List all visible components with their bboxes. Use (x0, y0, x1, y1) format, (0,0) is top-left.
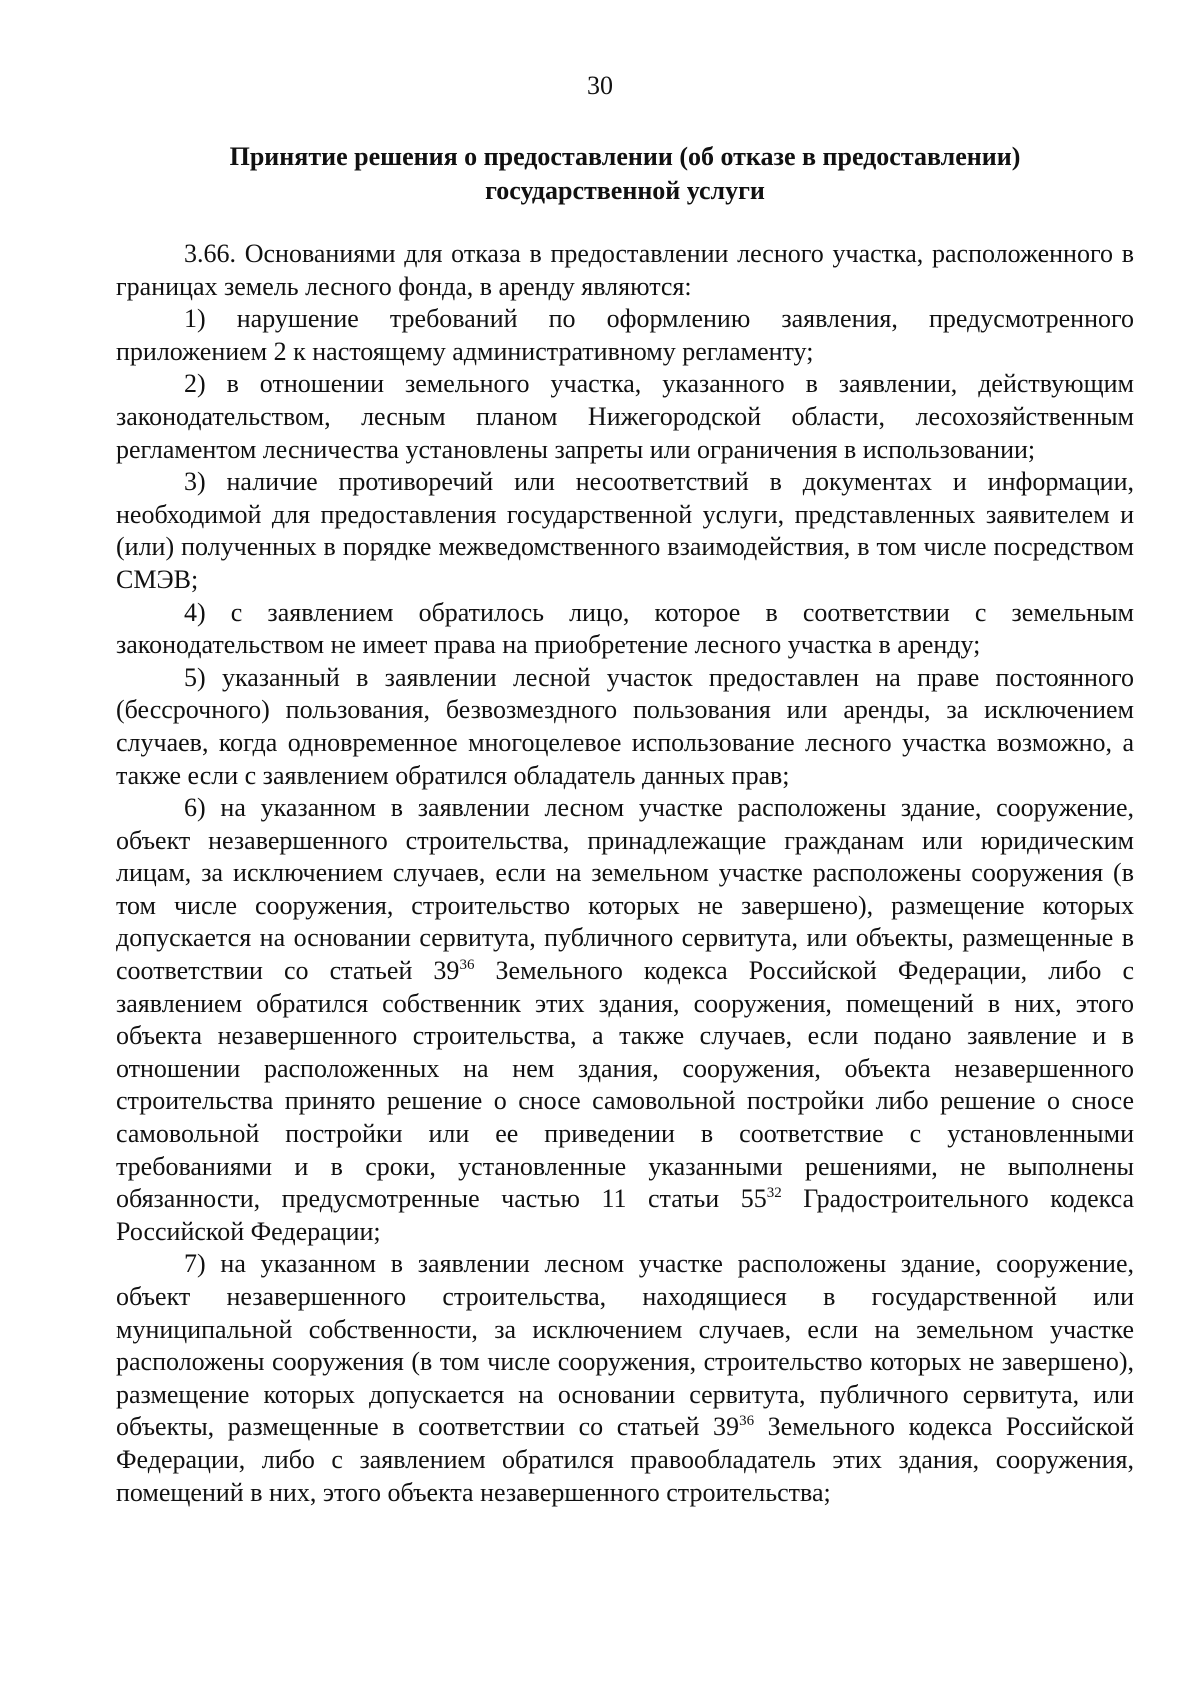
heading-line-2: государственной услуги (485, 176, 765, 205)
page-number: 30 (587, 71, 613, 100)
item-6-text-a: 6) на указанном в заявлении лесном участке расположены здание, сооружение, объект незавершенного строительства, принадлежащие гражданам или юридическим лицам, за исключением случаев, если на земельном участке расположены сооружения (в том числе сооружения, строительство которых не завершено), размещение которых допускается на основании сервитута, публичного сервитута, или объекты, размещенные в соответствии со статьей 39 (116, 793, 1134, 986)
item-7-superscript-1: 36 (739, 1413, 755, 1430)
item-3: 3) наличие противоречий или несоответствий в документах и информации, необходимой для предоставления государственной услуги, представленных заявителем и (или) полученных в порядке межведомственного взаимодействия, в том числе посредством СМЭВ; (116, 467, 1134, 594)
document-body (116, 238, 1134, 1509)
item-4: 4) с заявлением обратилось лицо, которое в соответствии с земельным законодательством не имеет права на приобретение лесного участка в аренду; (116, 597, 1134, 660)
item-6-text-b: Земельного кодекса Российской Федерации, либо с заявлением обратился собственник этих здания, сооружения, помещений в них, этого объекта незавершенного строительства, а также случаев, если подано заявление и в отношении расположенных на нем здания, сооружения, объекта незавершенного строительства принято решение о сносе самовольной постройки либо решение о сносе самовольной постройки или ее приведении в соответствие с установленными требованиями и в сроки, установленные указанными решениями, не выполнены обязанности, предусмотренные частью 11 статьи 55 (116, 956, 1134, 1214)
paragraph-3-66: 3.66. Основаниями для отказа в предоставлении лесного участка, расположенного в границах земель лесного фонда, в аренду являются: (116, 239, 1134, 301)
item-2: 2) в отношении земельного участка, указанного в заявлении, действующим законодательством, лесным планом Нижегородской области, лесохозяйственным регламентом лесничества установлены запреты или ограничения в использовании; (116, 369, 1134, 464)
item-7-text-a: 7) на указанном в заявлении лесном участке расположены здание, сооружение, объект незавершенного строительства, находящиеся в государственной или муниципальной собственности, за исключением случаев, если на земельном участке расположены сооружения (в том числе сооружения, строительство которых не завершено), размещение которых допускается на основании сервитута, публичного сервитута, или объекты, размещенные в соответствии со статьей 39 (116, 1249, 1134, 1442)
item-6-superscript-1: 36 (459, 957, 475, 974)
item-7-text-b: Земельного кодекса Российской Федерации, либо с заявлением обратился правообладатель этих здания, сооружения, помещений в них, этого объекта незавершенного строительства; (116, 1412, 1135, 1507)
item-5: 5) указанный в заявлении лесной участок предоставлен на праве постоянного (бессрочного) пользования, безвозмездного пользования или аренды, за исключением случаев, когда одновременное многоцелевое использование лесного участка возможно, а также если с заявлением обратился обладатель данных прав; (116, 662, 1134, 790)
item-1: 1) нарушение требований по оформлению заявления, предусмотренного приложением 2 к настоящему административному регламенту; (116, 304, 1134, 366)
item-7 (116, 1248, 1134, 1509)
heading-line-1: Принятие решения о предоставлении (об отказе в предоставлении) (229, 142, 1021, 171)
item-6-text-c: Градостроительного кодекса Российской Федерации; (116, 1184, 1135, 1246)
section-heading (115, 140, 1135, 208)
item-6 (116, 792, 1134, 1248)
item-6-superscript-2: 32 (766, 1185, 782, 1202)
